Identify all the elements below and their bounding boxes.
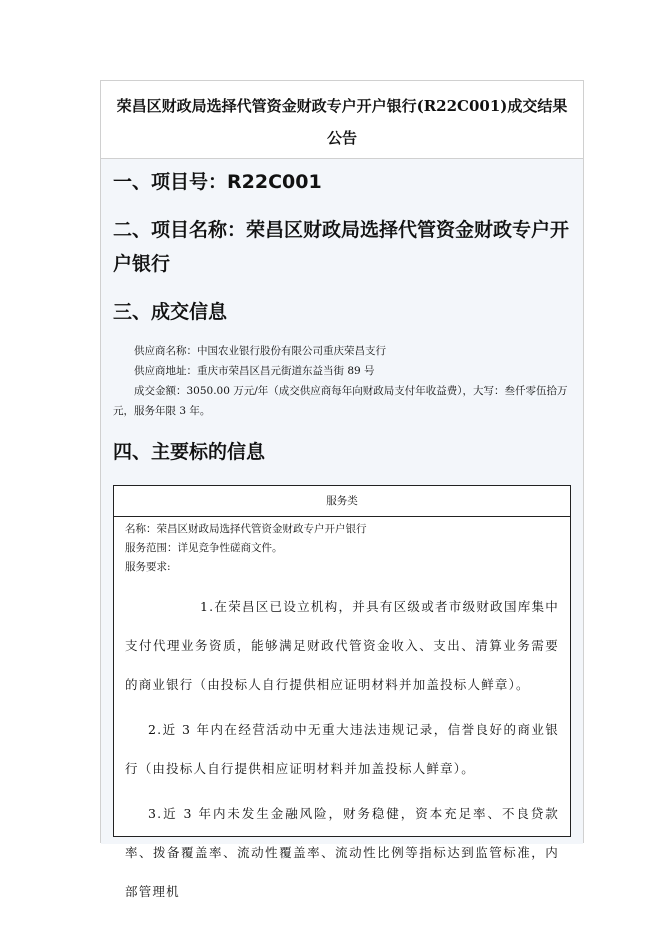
requirement-item: 3.近 3 年内未发生金融风险，财务稳健，资本充足率、不良贷款率、拨备覆盖率、流动性覆盖率、流动性比例等指标达到监管标准，内部管理机 (125, 806, 559, 899)
requirements-label: 服务要求: (125, 561, 171, 573)
announcement-document (100, 80, 584, 899)
section-main-subject: 四、主要标的信息 (113, 441, 266, 463)
service-name: 名称：荣昌区财政局选择代管资金财政专户开户银行 (125, 523, 367, 535)
requirement-item: 1.在荣昌区已设立机构，并具有区级或者市级财政国库集中支付代理业务资质，能够满足财政代管资金收入、支出、清算业务需要的商业银行（由投标人自行提供相应证明材料并加盖投标人鲜章）。 (125, 599, 559, 692)
section-deal-info: 三、成交信息 (113, 301, 228, 323)
deal-info-block (113, 341, 571, 421)
table-header: 服务类 (114, 486, 570, 517)
table-cell (114, 517, 570, 911)
deal-amount: 成交金额：3050.00 万元/年（成交供应商每年向财政局支付年收益费），大写：叁仟零伍拾万元，服务年限 3 年。 (113, 385, 568, 417)
document-body (101, 159, 583, 899)
subject-table (113, 485, 571, 899)
service-scope: 服务范围：详见竞争性磋商文件。 (125, 542, 283, 554)
section-project-number: 一、项目号：R22C001 (113, 171, 322, 193)
section-project-name: 二、项目名称：荣昌区财政局选择代管资金财政专户开户银行 (113, 219, 570, 275)
requirement-item: 2.近 3 年内在经营活动中无重大违法违规记录，信誉良好的商业银行（由投标人自行提供相应证明材料并加盖投标人鲜章）。 (125, 722, 559, 776)
supplier-address: 供应商地址：重庆市荣昌区昌元街道东益当街 89 号 (134, 365, 375, 377)
supplier-name: 供应商名称：中国农业银行股份有限公司重庆荣昌支行 (134, 345, 386, 357)
document-title: 荣昌区财政局选择代管资金财政专户开户银行(R22C001)成交结果公告 (101, 81, 583, 159)
